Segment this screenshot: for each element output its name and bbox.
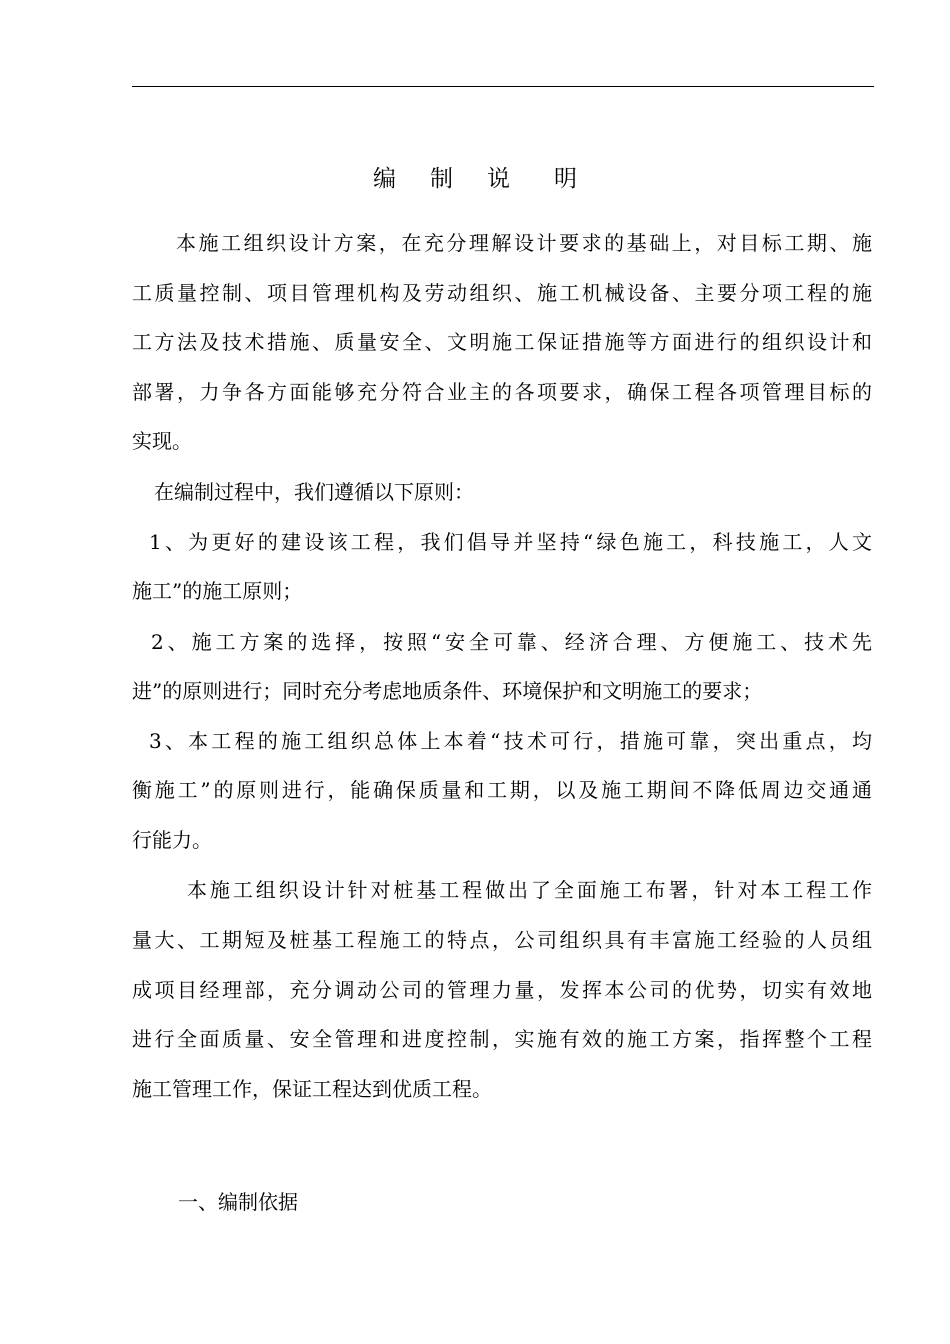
paragraph-line: 量大、工期短及桩基工程施工的特点，公司组织具有丰富施工经验的人员组 bbox=[132, 928, 872, 952]
paragraph-line: 施工管理工作，保证工程达到优质工程。 bbox=[132, 1077, 492, 1101]
paragraph-line: 本施工组织设计方案，在充分理解设计要求的基础上，对目标工期、施 bbox=[176, 231, 872, 255]
paragraph-line: 成项目经理部，充分调动公司的管理力量，发挥本公司的优势，切实有效地 bbox=[132, 978, 872, 1002]
list-item-line: 进”的原则进行；同时充分考虑地质条件、环境保护和文明施工的要求； bbox=[132, 679, 763, 703]
title-char: 编 bbox=[373, 166, 396, 192]
title-char: 明 bbox=[554, 166, 577, 192]
paragraph-line: 实现。 bbox=[132, 429, 192, 453]
title-char: 制 bbox=[430, 166, 453, 192]
section-heading: 一、编制依据 bbox=[178, 1190, 298, 1214]
header-rule bbox=[132, 86, 874, 87]
paragraph-line: 工方法及技术措施、质量安全、文明施工保证措施等方面进行的组织设计和 bbox=[132, 330, 872, 354]
list-item-line: 行能力。 bbox=[132, 828, 212, 852]
paragraph-line: 工质量控制、项目管理机构及劳动组织、施工机械设备、主要分项工程的施 bbox=[132, 281, 872, 305]
list-item-line: 施工”的施工原则； bbox=[132, 579, 303, 603]
paragraph-line: 本施工组织设计针对桩基工程做出了全面施工布署，针对本工程工作 bbox=[187, 878, 872, 902]
document-title bbox=[0, 162, 950, 196]
paragraph-line: 进行全面质量、安全管理和进度控制，实施有效的施工方案，指挥整个工程 bbox=[132, 1027, 872, 1051]
title-char: 说 bbox=[487, 166, 510, 192]
list-item-line: 衡施工”的原则进行，能确保质量和工期，以及施工期间不降低周边交通通 bbox=[132, 778, 872, 802]
paragraph-line: 在编制过程中，我们遵循以下原则： bbox=[154, 480, 474, 504]
list-item-line: 2、施工方案的选择，按照“安全可靠、经济合理、方便施工、技术先 bbox=[151, 630, 872, 654]
list-item-line: 1、为更好的建设该工程，我们倡导并坚持“绿色施工，科技施工，人文 bbox=[149, 530, 872, 554]
paragraph-line: 部署，力争各方面能够充分符合业主的各项要求，确保工程各项管理目标的 bbox=[132, 380, 872, 404]
list-item-line: 3、本工程的施工组织总体上本着“技术可行，措施可靠，突出重点，均 bbox=[149, 729, 872, 753]
